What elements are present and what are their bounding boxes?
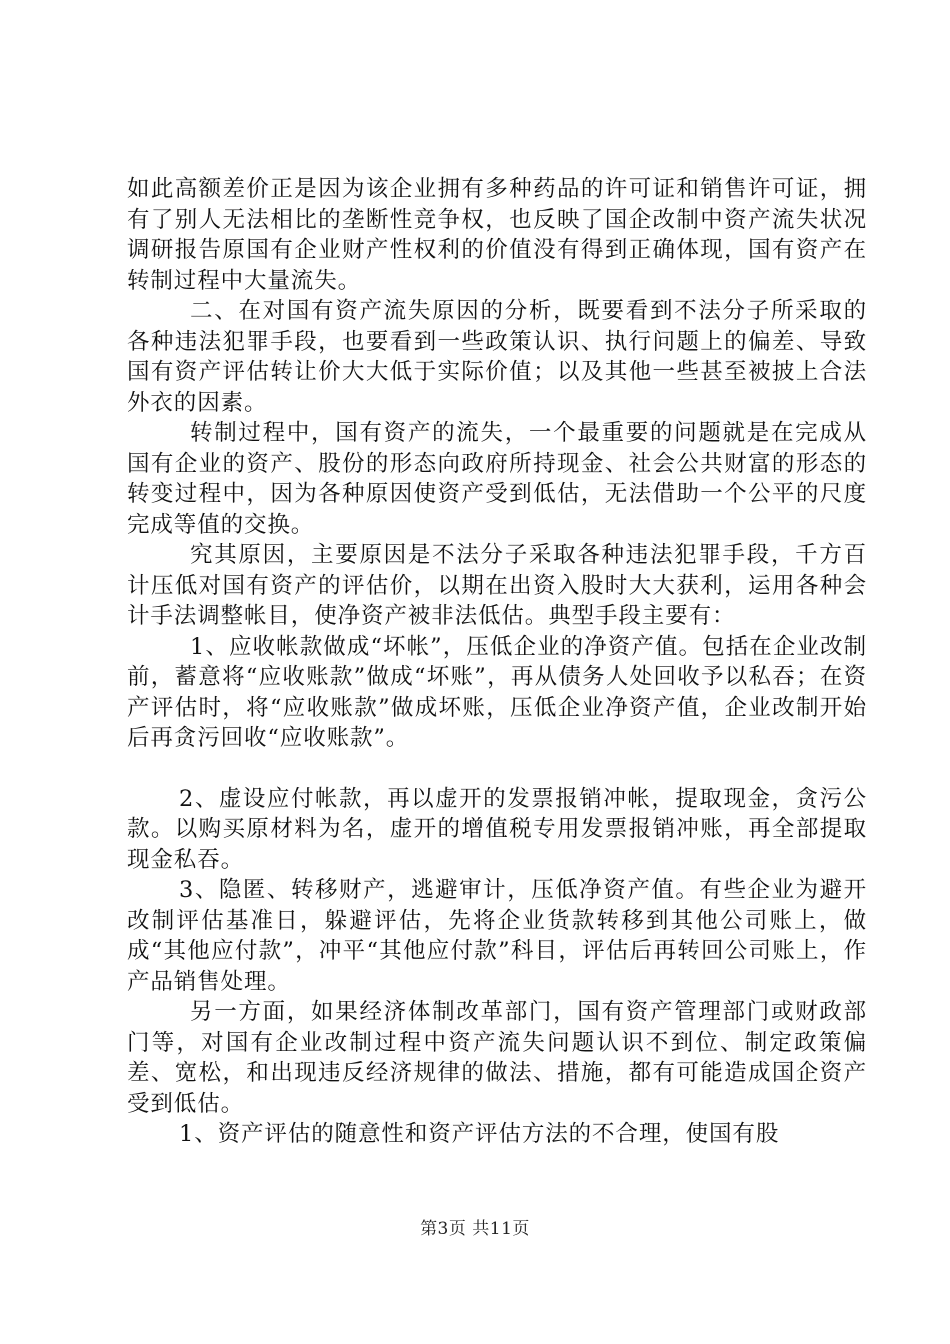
- page-number-footer: 第3页 共11页: [420, 1219, 530, 1239]
- paragraph-continuation: 如此高额差价正是因为该企业拥有多种药品的许可证和销售许可证，拥有了别人无法相比的垄断性竞争权，也反映了国企改制中资产流失状况调研报告原国有企业财产性权利的价值没有得到正确体现，国有资产在转制过程中大量流失。: [127, 176, 867, 294]
- paragraph-item-receivables: 1、应收帐款做成“坏帐”，压低企业的净资产值。包括在企业改制前，蓄意将“应收账款”做成“坏账”，再从债务人处回收予以私吞；在资产评估时，将“应收账款”做成坏账，压低企业净资产值，企业改制开始后再贪污回收“应收账款”。: [127, 633, 867, 751]
- document-body: [127, 174, 867, 1150]
- paragraph-item-valuation: 1、资产评估的随意性和资产评估方法的不合理，使国有股: [179, 1121, 780, 1147]
- paragraph-root-cause: 究其原因，主要原因是不法分子采取各种违法犯罪手段，千方百计压低对国有资产的评估价，以期在出资入股时大大获利，运用各种会计手法调整帐目，使净资产被非法低估。典型手段主要有：: [127, 542, 867, 629]
- paragraph-conversion-loss: 转制过程中，国有资产的流失，一个最重要的问题就是在完成从国有企业的资产、股份的形态向政府所持现金、社会公共财富的形态的转变过程中，因为各种原因使资产受到低估，无法借助一个公平的尺度完成等值的交换。: [127, 420, 867, 538]
- paragraph-item-payables: 2、虚设应付帐款，再以虚开的发票报销冲帐，提取现金，贪污公款。以购买原材料为名，虚开的增值税专用发票报销冲账，再全部提取现金私吞。: [127, 785, 867, 873]
- paragraph-item-concealment: 3、隐匿、转移财产，逃避审计，压低净资产值。有些企业为避开改制评估基准日，躲避评估，先将企业货款转移到其他公司账上，做成“其他应付款”，冲平“其他应付款”科目，评估后再转回公司账上，作产品销售处理。: [127, 877, 867, 995]
- paragraph-section-two: 二、在对国有资产流失原因的分析，既要看到不法分子所采取的各种违法犯罪手段，也要看到一些政策认识、执行问题上的偏差、导致国有资产评估转让价大大低于实际价值；以及其他一些甚至被披上合法外衣的因素。: [127, 298, 867, 416]
- paragraph-other-aspect: 另一方面，如果经济体制改革部门，国有资产管理部门或财政部门等，对国有企业改制过程中资产流失问题认识不到位、制定政策偏差、宽松，和出现违反经济规律的做法、措施，都有可能造成国企资产受到低估。: [127, 999, 867, 1117]
